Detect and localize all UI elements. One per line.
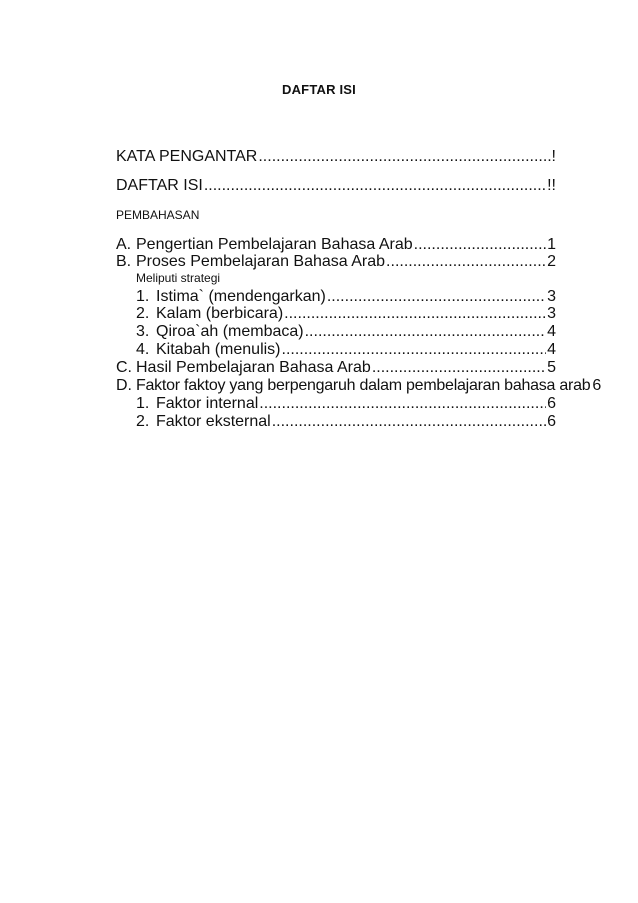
toc-entry-label: Faktor faktoy yang berpengaruh dalam pembelajaran bahasa arab bbox=[136, 377, 591, 394]
toc-entry-marker: C. bbox=[116, 359, 132, 376]
toc-entry-page: 5 bbox=[547, 359, 556, 376]
toc-entry-label: Hasil Pembelajaran Bahasa Arab bbox=[136, 359, 371, 376]
toc-entry-a bbox=[116, 236, 556, 252]
page-title: DAFTAR ISI bbox=[282, 82, 356, 97]
toc-entry-label: DAFTAR ISI bbox=[116, 177, 203, 194]
toc-entry-label: Kalam (berbicara) bbox=[156, 305, 284, 322]
toc-entry-label: KATA PENGANTAR bbox=[116, 148, 258, 165]
toc-entry-label: Pengertian Pembelajaran Bahasa Arab bbox=[136, 236, 413, 253]
toc-subentry-b-1 bbox=[136, 288, 556, 304]
toc-entry-page: ! bbox=[551, 148, 556, 165]
toc-entry-c bbox=[116, 359, 556, 375]
dot-leader bbox=[259, 395, 546, 413]
toc-entry-marker: 2. bbox=[136, 305, 150, 322]
toc-entry-d bbox=[116, 377, 602, 394]
toc-entry-marker: A. bbox=[116, 236, 132, 253]
toc-entry-label: Qiroa`ah (membaca) bbox=[156, 323, 304, 340]
toc-entry-marker: 3. bbox=[136, 323, 150, 340]
toc-subentry-b-3 bbox=[136, 323, 556, 339]
toc-entry-marker: 2. bbox=[136, 413, 150, 430]
toc-entry-kata-pengantar bbox=[116, 148, 556, 164]
toc-entry-page: 3 bbox=[547, 288, 556, 305]
dot-leader bbox=[327, 288, 546, 306]
toc-entry-page: 4 bbox=[547, 323, 556, 340]
toc-entry-marker: 1. bbox=[136, 395, 150, 412]
toc-entry-page: 6 bbox=[547, 395, 556, 412]
dot-leader bbox=[372, 359, 546, 377]
toc-entry-label: Proses Pembelajaran Bahasa Arab bbox=[136, 253, 386, 270]
dot-leader bbox=[272, 413, 546, 431]
toc-subentry-b-4 bbox=[136, 341, 556, 357]
toc-entry-page: 1 bbox=[547, 236, 556, 253]
toc-entry-page: 6 bbox=[547, 413, 556, 430]
toc-entry-label: Faktor internal bbox=[156, 395, 259, 412]
toc-entry-page: 6 bbox=[592, 377, 602, 394]
toc-entry-page: 3 bbox=[547, 305, 556, 322]
toc-subentry-b-2 bbox=[136, 305, 556, 321]
toc-entry-marker: D. bbox=[116, 377, 132, 394]
toc-entry-page: 2 bbox=[547, 253, 556, 270]
toc-note: Meliputi strategi bbox=[136, 271, 221, 285]
toc-entry-label: Istima` (mendengarkan) bbox=[156, 288, 326, 305]
toc-subentry-d-2 bbox=[136, 413, 556, 429]
dot-leader bbox=[282, 341, 547, 359]
dot-leader bbox=[414, 236, 546, 254]
toc-entry-label: Kitabah (menulis) bbox=[156, 341, 281, 358]
toc-subentry-d-1 bbox=[136, 395, 556, 411]
toc-entry-page: 4 bbox=[547, 341, 556, 358]
section-heading: PEMBAHASAN bbox=[116, 208, 200, 222]
dot-leader bbox=[258, 148, 550, 166]
toc-entry-label: Faktor eksternal bbox=[156, 413, 271, 430]
toc-entry-b bbox=[116, 253, 556, 269]
toc-entry-marker: 1. bbox=[136, 288, 150, 305]
dot-leader bbox=[204, 177, 546, 195]
toc-entry-daftar-isi bbox=[116, 177, 556, 193]
toc-entry-marker: B. bbox=[116, 253, 132, 270]
dot-leader bbox=[284, 305, 546, 323]
dot-leader bbox=[305, 323, 546, 341]
dot-leader bbox=[386, 253, 546, 271]
toc-entry-marker: 4. bbox=[136, 341, 150, 358]
toc-entry-page: !! bbox=[547, 177, 556, 194]
